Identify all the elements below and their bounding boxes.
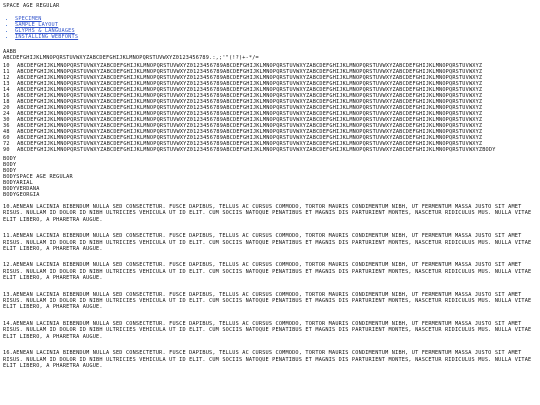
sample-paragraph: 16.AENEAN LACINIA BIBENDUM NULLA SED CONSECTETUR. FUSCE DAPIBUS, TELLUS AC CURSUS COMMODO, TORTOR MAURIS CONDIMENTUM NIBH, UT FERMENTUM MASSA JUSTO SIT AMET RISUS. NULLAM ID DOLOR ID NIBH ULTRICIES VEHICULA UT ID ELIT. CUM SOCIIS NATOQUE PENATIBUS ET MAGNIS DIS PARTURIENT MONTES, NASCETUR RIDICULUS MUS. NULLA VITAE ELIT LIBERO, A PHARETRA AUGUE. [3,350,532,369]
page-title: SPACE AGE REGULAR [3,3,60,9]
size-label: 30 [3,117,10,123]
size-label: 90 [3,147,10,153]
size-label: 48 [3,129,10,135]
size-sample: ABCDEFGHIJKLMNOPQRSTUVWXYZABCDEFGHIJKLMNOPQRSTUVWXYZ0123456789ABCDEFGHIJKLMNOPQRSTUVWXYZABCDEFGHIJKLMNOPQRSTUVWXYZABCDEFGHIJKLMNOPQRSTUVWXYZBODY [17,147,496,153]
variant-item: BODYVERDANA [3,186,40,192]
sample-paragraph: 13.AENEAN LACINIA BIBENDUM NULLA SED CONSECTETUR. FUSCE DAPIBUS, TELLUS AC CURSUS COMMODO, TORTOR MAURIS CONDIMENTUM NIBH, UT FERMENTUM MASSA JUSTO SIT AMET RISUS. NULLAM ID DOLOR ID NIBH ULTRICIES VEHICULA UT ID ELIT. CUM SOCIIS NATOQUE PENATIBUS ET MAGNIS DIS PARTURIENT MONTES, NASCETUR RIDICULUS MUS. NULLA VITAE ELIT LIBERO, A PHARETRA AUGUE. [3,291,532,311]
size-label: 36 [3,123,10,129]
size-sample: ABCDEFGHIJKLMNOPQRSTUVWXYZABCDEFGHIJKLMNOPQRSTUVWXYZ0123456789ABCDEFGHIJKLMNOPQRSTUVWXYZABCDEFGHIJKLMNOPQRSTUVWXYZABCDEFGHIJKLMNOPQRSTUVWXYZ [17,93,483,99]
alphabet-block [3,49,537,61]
sample-paragraph: 11.AENEAN LACINIA BIBENDUM NULLA SED CONSECTETUR. FUSCE DAPIBUS, TELLUS AC CURSUS COMMODO, TORTOR MAURIS CONDIMENTUM NIBH, UT FERMENTUM MASSA JUSTO SIT AMET RISUS. NULLAM ID DOLOR ID NIBH ULTRICIES VEHICULA UT ID ELIT. CUM SOCIIS NATOQUE PENATIBUS ET MAGNIS DIS PARTURIENT MONTES, NASCETUR RIDICULUS MUS. NULLA VITAE ELIT LIBERO, A PHARETRA AUGUE. [3,233,532,253]
size-label: 11 [3,69,10,75]
size-sample: ABCDEFGHIJKLMNOPQRSTUVWXYZABCDEFGHIJKLMNOPQRSTUVWXYZ0123456789ABCDEFGHIJKLMNOPQRSTUVWXYZABCDEFGHIJKLMNOPQRSTUVWXYZABCDEFGHIJKLMNOPQRSTUVWXYZ [17,135,483,141]
size-label: 18 [3,99,10,105]
size-label: 72 [3,141,10,147]
size-row [3,147,537,153]
size-sample: ABCDEFGHIJKLMNOPQRSTUVWXYZABCDEFGHIJKLMNOPQRSTUVWXYZ0123456789ABCDEFGHIJKLMNOPQRSTUVWXYZABCDEFGHIJKLMNOPQRSTUVWXYZABCDEFGHIJKLMNOPQRSTUVWXYZ [17,111,483,117]
nav-link-specimen[interactable]: SPECIMEN [15,16,42,22]
sample-paragraph: 10.AENEAN LACINIA BIBENDUM NULLA SED CONSECTETUR. FUSCE DAPIBUS, TELLUS AC CURSUS COMMODO, TORTOR MAURIS CONDIMENTUM NIBH, UT FERMENTUM MASSA JUSTO SIT AMET RISUS. NULLAM ID DOLOR ID NIBH ULTRICIES VEHICULA UT ID ELIT. CUM SOCIIS NATOQUE PENATIBUS ET MAGNIS DIS PARTURIENT MONTES, NASCETUR RIDICULUS MUS. NULLA VITAE ELIT LIBERO, A PHARETRA AUGUE. [3,204,532,223]
variant-item: BODYARIAL [3,180,33,186]
alphabet-line: ABCDEFGHIJKLMNOPQRSTUVWXYZABCDEFGHIJKLMNOPQRSTUVWXYZ0123456789.:,;'"(!?)+-*/= [3,55,259,61]
size-sample: ABCDEFGHIJKLMNOPQRSTUVWXYZABCDEFGHIJKLMNOPQRSTUVWXYZ0123456789ABCDEFGHIJKLMNOPQRSTUVWXYZABCDEFGHIJKLMNOPQRSTUVWXYZABCDEFGHIJKLMNOPQRSTUVWXYZ [17,75,483,81]
size-label: 24 [3,111,10,117]
size-waterfall [3,63,537,153]
size-sample: ABCDEFGHIJKLMNOPQRSTUVWXYZABCDEFGHIJKLMNOPQRSTUVWXYZ0123456789ABCDEFGHIJKLMNOPQRSTUVWXYZABCDEFGHIJKLMNOPQRSTUVWXYZABCDEFGHIJKLMNOPQRSTUVWXYZ [17,141,483,147]
sample-paragraph: 12.AENEAN LACINIA BIBENDUM NULLA SED CONSECTETUR. FUSCE DAPIBUS, TELLUS AC CURSUS COMMODO, TORTOR MAURIS CONDIMENTUM NIBH, UT FERMENTUM MASSA JUSTO SIT AMET RISUS. NULLAM ID DOLOR ID NIBH ULTRICIES VEHICULA UT ID ELIT. CUM SOCIIS NATOQUE PENATIBUS ET MAGNIS DIS PARTURIENT MONTES, NASCETUR RIDICULUS MUS. NULLA VITAE ELIT LIBERO, A PHARETRA AUGUE. [3,262,532,282]
size-sample: ABCDEFGHIJKLMNOPQRSTUVWXYZABCDEFGHIJKLMNOPQRSTUVWXYZ0123456789ABCDEFGHIJKLMNOPQRSTUVWXYZABCDEFGHIJKLMNOPQRSTUVWXYZABCDEFGHIJKLMNOPQRSTUVWXYZ [17,117,483,123]
nav-item-installing-webfonts [15,34,537,40]
size-sample: ABCDEFGHIJKLMNOPQRSTUVWXYZABCDEFGHIJKLMNOPQRSTUVWXYZ0123456789ABCDEFGHIJKLMNOPQRSTUVWXYZABCDEFGHIJKLMNOPQRSTUVWXYZABCDEFGHIJKLMNOPQRSTUVWXYZ [17,63,483,69]
size-sample: ABCDEFGHIJKLMNOPQRSTUVWXYZABCDEFGHIJKLMNOPQRSTUVWXYZ0123456789ABCDEFGHIJKLMNOPQRSTUVWXYZABCDEFGHIJKLMNOPQRSTUVWXYZABCDEFGHIJKLMNOPQRSTUVWXYZ [17,81,483,87]
nav-link-glyphs-languages[interactable]: GLYPHS & LANGUAGES [15,28,75,34]
size-label: 14 [3,87,10,93]
size-label: 12 [3,75,10,81]
sample-paragraph: 14.AENEAN LACINIA BIBENDUM NULLA SED CONSECTETUR. FUSCE DAPIBUS, TELLUS AC CURSUS COMMODO, TORTOR MAURIS CONDIMENTUM NIBH, UT FERMENTUM MASSA JUSTO SIT AMET RISUS. NULLAM ID DOLOR ID NIBH ULTRICIES VEHICULA UT ID ELIT. CUM SOCIIS NATOQUE PENATIBUS ET MAGNIS DIS PARTURIENT MONTES, NASCETUR RIDICULUS MUS. NULLA VITAE ELIT LIBERO, A PHARETRA AUGUE. [3,320,532,340]
alphabet-heading: AABB [3,49,17,55]
size-sample: ABCDEFGHIJKLMNOPQRSTUVWXYZABCDEFGHIJKLMNOPQRSTUVWXYZ0123456789ABCDEFGHIJKLMNOPQRSTUVWXYZABCDEFGHIJKLMNOPQRSTUVWXYZABCDEFGHIJKLMNOPQRSTUVWXYZ [17,129,483,135]
size-sample: ABCDEFGHIJKLMNOPQRSTUVWXYZABCDEFGHIJKLMNOPQRSTUVWXYZ0123456789ABCDEFGHIJKLMNOPQRSTUVWXYZABCDEFGHIJKLMNOPQRSTUVWXYZABCDEFGHIJKLMNOPQRSTUVWXYZ [17,99,483,105]
variant-item: BODY [3,156,17,162]
size-sample: ABCDEFGHIJKLMNOPQRSTUVWXYZABCDEFGHIJKLMNOPQRSTUVWXYZ0123456789ABCDEFGHIJKLMNOPQRSTUVWXYZABCDEFGHIJKLMNOPQRSTUVWXYZABCDEFGHIJKLMNOPQRSTUVWXYZ [17,123,483,129]
size-sample: ABCDEFGHIJKLMNOPQRSTUVWXYZABCDEFGHIJKLMNOPQRSTUVWXYZ0123456789ABCDEFGHIJKLMNOPQRSTUVWXYZABCDEFGHIJKLMNOPQRSTUVWXYZABCDEFGHIJKLMNOPQRSTUVWXYZ [17,87,483,93]
nav-list [3,16,537,40]
nav-link-installing-webfonts[interactable]: INSTALLING WEBFONTS [15,34,79,40]
variant-item: BODY [3,162,17,168]
size-label: 10 [3,63,10,69]
variant-item: BODYSPACE AGE REGULAR [3,174,73,180]
size-label: 16 [3,93,10,99]
size-label: 20 [3,105,10,111]
variant-item: BODYGEORGIA [3,192,40,198]
size-sample: ABCDEFGHIJKLMNOPQRSTUVWXYZABCDEFGHIJKLMNOPQRSTUVWXYZ0123456789ABCDEFGHIJKLMNOPQRSTUVWXYZABCDEFGHIJKLMNOPQRSTUVWXYZABCDEFGHIJKLMNOPQRSTUVWXYZ [17,105,483,111]
nav-link-sample-layout[interactable]: SAMPLE LAYOUT [15,22,59,28]
variant-item: BODY [3,168,17,174]
size-label: 13 [3,81,10,87]
size-label: 60 [3,135,10,141]
paragraph-samples [3,204,537,369]
font-variant-list [3,156,537,198]
size-sample: ABCDEFGHIJKLMNOPQRSTUVWXYZABCDEFGHIJKLMNOPQRSTUVWXYZ0123456789ABCDEFGHIJKLMNOPQRSTUVWXYZABCDEFGHIJKLMNOPQRSTUVWXYZABCDEFGHIJKLMNOPQRSTUVWXYZ [17,69,483,75]
